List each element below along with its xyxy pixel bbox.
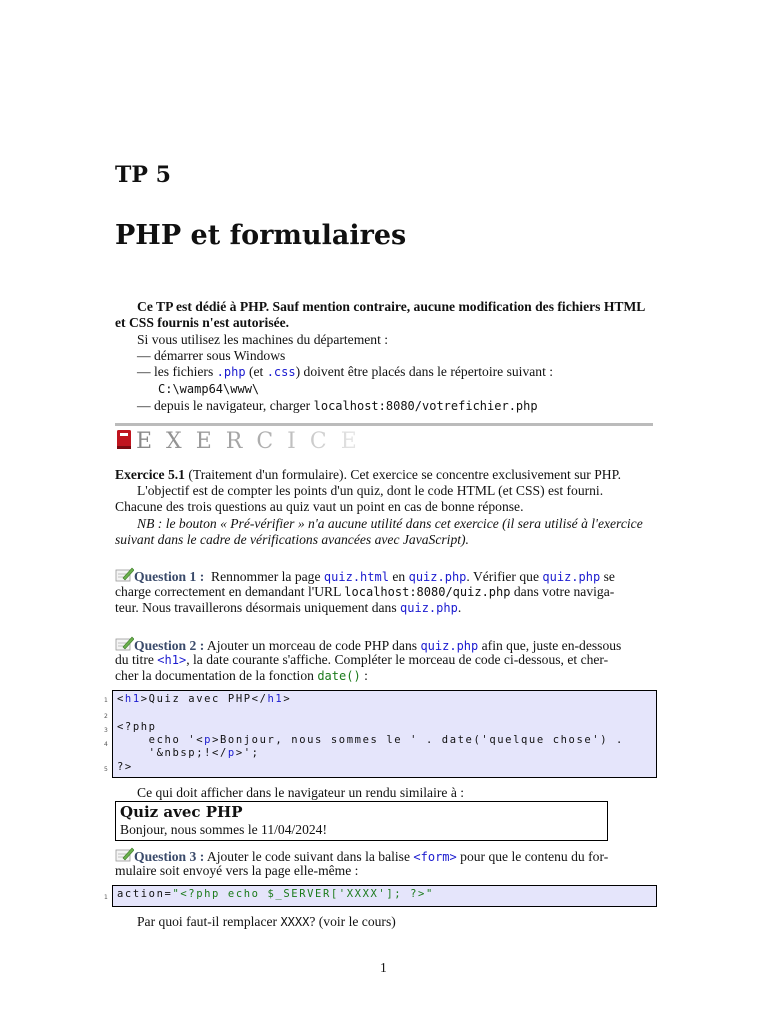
wamp-path: C:\wamp64\www\ [158,382,260,396]
code-line [117,734,624,746]
nb-line2: suivant dans le cadre de vérifications avancées avec JavaScript). [115,532,469,547]
q1-text: se [600,569,615,584]
bullet-files-text: (et [245,364,267,379]
preview-heading: Quiz avec PHP [120,803,243,821]
exercise-line1: Cet exercice se concentre exclusivement sur PHP. [346,467,622,482]
exercise-line2: L'objectif est de compter les points d'un quiz, dont le code HTML (et CSS) est fourni. [137,483,604,498]
browser-preview [115,801,608,841]
bullet-files-text: — les fichiers [137,364,217,379]
q3-text: pour que le contenu du for- [456,849,609,864]
h1-tag: <h1> [157,653,187,667]
line-number: 4 [104,741,108,748]
q2-text: Ajouter un morceau de code PHP dans [204,638,421,653]
q2-text: cher la documentation de la fonction [115,668,318,683]
nb-line1: NB : le bouton « Pré-vérifier » n'a aucune utilité dans cet exercice (il sera utilisé à l'exercice [137,516,643,531]
q1-text: . Vérifier que [466,569,543,584]
bullet-browser-text: — depuis le navigateur, charger [137,398,314,413]
code-token: >Quiz avec PHP</ [140,693,268,705]
page-number: 1 [380,960,387,975]
banner-rule [115,423,653,426]
question-1 [115,567,615,586]
line-number: 1 [104,697,108,704]
code-tag: h1 [267,693,284,705]
question-2-line3 [115,668,368,685]
pencil-note-icon [115,847,134,862]
tp-number: TP 5 [115,162,171,188]
final-text: ? (voir le cours) [309,914,396,929]
exercise-subtitle: (Traitement d'un formulaire). [184,467,347,482]
exercise-line3: Chacune des trois questions au quiz vaut un point en cas de bonne réponse. [115,499,524,514]
line-number: 3 [104,727,108,734]
question-3-line2: mulaire soit envoyé vers la page elle-même : [115,863,359,878]
q1-text: charge correctement en demandant l'URL [115,584,345,599]
bullet-files-text: ) doivent être placés dans le répertoire suivant : [295,364,554,379]
code-token: < [117,693,125,705]
code-tag: p [227,747,236,759]
quiz-html-file: quiz.html [323,570,389,584]
bullet-files [137,364,553,381]
q1-text: Rennommer la page [211,569,324,584]
line-number: 1 [104,894,108,901]
q1-text: . [457,600,462,615]
render-intro: Ce qui doit afficher dans le navigateur un rendu similaire à : [137,785,465,800]
question-1-line2 [115,584,614,601]
exercise-label: Exercice 5.1 [115,467,185,482]
code-block-action [104,885,657,907]
quiz-php-file: quiz.php [400,601,458,615]
q3-text: Ajouter le code suivant dans la balise [204,849,414,864]
q1-text: en [388,569,409,584]
code-tag: p [204,734,213,746]
pencil-note-icon [115,567,134,582]
quiz-php-file: quiz.php [408,570,467,584]
red-book-icon [117,430,131,449]
exercise-heading [115,467,621,484]
question-1-label: Question 1 : [134,569,205,584]
quiz-php-file: quiz.php [420,639,479,653]
code-token: > [283,693,292,705]
intro-bold-line2: et CSS fournis n'est autorisée. [115,315,290,330]
q2-text: du titre [115,652,158,667]
page-title: PHP et formulaires [115,220,407,251]
code-token: >'; [235,747,260,759]
bullet-windows: — démarrer sous Windows [137,348,286,363]
code-token: >Bonjour, nous sommes le ' . date('quelque chose') . [212,734,624,746]
exercice-banner-text: EXERCICE [136,429,371,454]
form-tag: <form> [413,850,457,864]
php-extension: .php [216,365,246,379]
localhost-url: localhost:8080/votrefichier.php [313,399,538,413]
final-text: Par quoi faut-il remplacer [137,914,281,929]
preview-text: Bonjour, nous sommes le 11/04/2024! [120,822,328,837]
q2-text: afin que, juste en-dessous [478,638,622,653]
code-block-date [104,690,657,778]
code-tag: h1 [124,693,141,705]
line-number: 2 [104,713,108,720]
code-string: "<?php echo $_SERVER['XXXX']; ?>" [172,888,434,900]
question-3-label: Question 3 : [134,849,205,864]
bullet-browser [137,398,538,415]
q2-text: , la date courante s'affiche. Compléter le morceau de code ci-dessous, et cher- [186,652,609,667]
q1-text: dans votre naviga- [510,584,615,599]
code-line [117,747,260,759]
code-token: '&nbsp;!</ [117,747,228,759]
code-line [117,888,434,900]
q1-text: teur. Nous travaillerons désormais uniquement dans [115,600,401,615]
final-question [137,914,396,931]
question-2-line2 [115,652,608,669]
intro-bold-line1: Ce TP est dédié à PHP. Sauf mention contraire, aucune modification des fichiers HTML [137,299,646,314]
css-extension: .css [266,365,296,379]
code-token: action= [117,888,173,900]
question-1-line3 [115,600,461,617]
placeholder-token: XXXX [280,915,310,929]
line-number: 5 [104,766,108,773]
code-line [117,693,291,705]
quiz-php-file: quiz.php [542,570,601,584]
date-function: date() [317,669,361,683]
code-line: ?> [117,761,133,773]
code-line: <?php [117,721,157,733]
code-token: echo '< [117,734,205,746]
q2-text: : [360,668,368,683]
quiz-url: localhost:8080/quiz.php [344,585,511,599]
question-2-label: Question 2 : [134,638,205,653]
intro-machines-line: Si vous utilisez les machines du département : [137,332,389,347]
pencil-note-icon [115,636,134,651]
